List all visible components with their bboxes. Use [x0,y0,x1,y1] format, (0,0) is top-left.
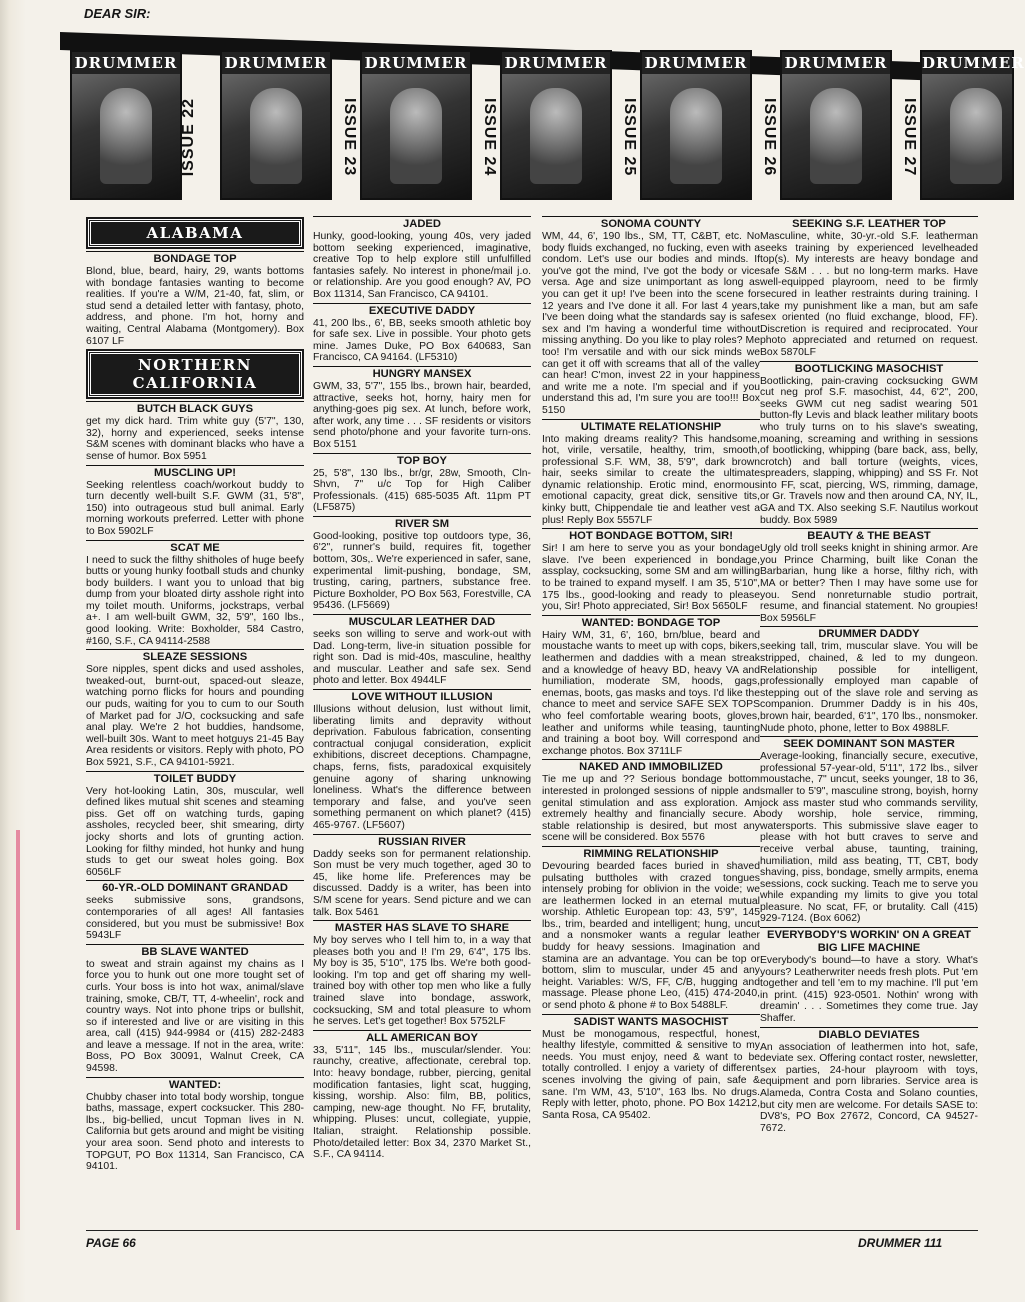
personal-ad [86,465,304,538]
ad-title: SADIST WANTS MASOCHIST [542,1014,760,1029]
ad-title: SCAT ME [86,540,304,555]
personal-ad [313,920,531,1028]
personal-ad [313,614,531,687]
personal-ad [542,419,760,527]
ad-title: SEEK DOMINANT SON MASTER [760,736,978,751]
issue-label: ISSUE 25 [621,98,638,177]
ad-body: Everybody's bound—to have a story. What's yours? Leatherwriter needs fresh plots. Put 'em together and tell 'em to my machine. I'll put 'em in print. (415) 923-0501. Nothin' wrong with dreamin' . . . Sometimes they come true. Jay Shaffer. [760,955,978,1025]
personal-ad [86,880,304,941]
ad-title: SONOMA COUNTY [542,216,760,231]
ad-body: Daddy seeks son for permanent relationship. Son must be very much together, aged 30 to 45, like home life. Preferences may be discussed. Daddy is a writer, has been into S/M scene for years. Send picture and we can talk. Box 5461 [313,848,531,918]
personal-ad [86,401,304,462]
cover-masthead: DRUMMER [362,52,470,74]
ad-title: ALL AMERICAN BOY [313,1030,531,1045]
issue-label: ISSUE 23 [341,98,358,177]
personal-ad [542,1014,760,1122]
ad-title: HUNGRY MANSEX [313,366,531,381]
cover-photo [670,88,722,184]
personal-ad [542,216,760,417]
page-number: PAGE 66 [86,1236,136,1250]
section-heading: DEAR SIR: [84,6,151,21]
ad-title: TOILET BUDDY [86,771,304,786]
ad-title: DIABLO DEVIATES [760,1027,978,1042]
personal-ad [542,528,760,613]
personal-ad [86,649,304,768]
cover-photo [530,88,582,184]
personal-ad [313,303,531,364]
cover-masthead: DRUMMER [72,52,180,74]
personal-ad [760,528,978,624]
personal-ad [86,540,304,648]
ad-title: LOVE WITHOUT ILLUSION [313,689,531,704]
ad-body: Masculine, white, 30-yr.-old S.F. leatherman seeks training by experienced levelheaded top(s). My interests are heavy bondage and safe S&M . . . but no long-term marks. Have well-equipped playroom, need to be firmly secured in leather restraints during training. I take my punishment like a man, but am safe sex oriented (no fluid exchange, blood, FF). Discretion is required and reciprocated. Your photo appreciated and returned on request. Box 5870LF [760,231,978,358]
cover-photo [390,88,442,184]
cover-masthead: DRUMMER [222,52,330,74]
region-heading-alabama: ALABAMA [88,219,302,247]
ad-body: Must be monogamous, respectful, honest, healthy lifestyle, committed & sensitive to my needs. You must enjoy, need & want to be totally controlled. I enjoy a variety of different scenes involving the giving of pain, safe & sane. I'm WM, 43, 5'10", 163 lbs. No drugs. Reply with letter, photo, phone. PO Box 14212, Santa Rosa, CA 95402. [542,1028,760,1121]
ad-body: 25, 5'8", 130 lbs., br/gr, 28w, Smooth, Cln-Shvn, 7" u/c Top for High Caliber Professionals. (415) 685-5035 Aft. 11pm PT (LF5875) [313,467,531,514]
column-3 [542,215,760,1123]
ad-title: BUTCH BLACK GUYS [86,401,304,416]
magazine-cover [780,50,892,200]
issue-label: ISSUE 26 [761,98,778,177]
ad-title: TOP BOY [313,453,531,468]
footer-rule [86,1230,978,1231]
ad-title: BEAUTY & THE BEAST [760,528,978,543]
ad-body: An association of leathermen into hot, safe, deviate sex. Offering contact roster, newsletter, sex parties, 24-hour playroom with toys, equipment and porn libraries. Service area is Alameda, Contra Costa and Solano counties, but city men are welcome. For details SASE to: DV8's, PO Box 27672, Concord, CA 94527-7672. [760,1041,978,1134]
ad-title: NAKED AND IMMOBILIZED [542,759,760,774]
ad-title: EXECUTIVE DADDY [313,303,531,318]
ad-body: Chubby chaser into total body worship, tongue baths, massage, expert cocksucker. This 280-lbs., big-bellied, uncut Topman lives in N. California but gets around and might be visiting your area soon. Send photo and interests to TOPGUT, PO Box 11314, San Francisco, CA 94101. [86,1091,304,1173]
personal-ad [313,834,531,919]
ad-body: 41, 200 lbs., 6', BB, seeks smooth athletic boy for safe sex. Live in possible. Your photo gets mine. James Duke, PO Box 640683, San Francisco, CA 94164. (LF5310) [313,317,531,364]
ad-title: DRUMMER DADDY [760,626,978,641]
cover-photo [250,88,302,184]
ad-body: Devouring bearded faces buried in shaved pulsating buttholes with crazed tongues intensely probing for oblivion in the voide; we are leathermen locked in an eternal mutual worship. Athletic European top: 43, 5'9", 145 lbs., trim, bearded and intelligent; hung, uncut and a nonsmoker wants a regular leather buddy for heavy sessions. Imagination and stamina are an advantage. You can be top or bottom, slim to muscular, under 45 and any height. Variables: W/S, FF, C/B, hugging and massage. Please phone Leo, (415) 474-2040, or send photo & phone # to Box 5488LF. [542,860,760,1012]
ad-title: EVERYBODY'S WORKIN' ON A GREAT BIG LIFE MACHINE [760,927,978,955]
page-edge-stripe [16,830,20,1230]
ad-title: BONDAGE TOP [86,251,304,266]
cover-photo [810,88,862,184]
personal-ad [86,1077,304,1173]
personal-ad [313,453,531,514]
magazine-cover [360,50,472,200]
column-1 [86,215,304,1175]
personal-ad [760,361,978,527]
ad-body: seeks son willing to serve and work-out with Dad. Long-term, live-in situation possible for right son. Dad is mid-40s, masculine, healthy and muscular. Leather and safe sex. Send photo and letter. Box 4944LF [313,629,531,687]
ad-title: RUSSIAN RIVER [313,834,531,849]
personal-ad [760,927,978,1025]
personal-ad [760,626,978,734]
ad-title: RIMMING RELATIONSHIP [542,846,760,861]
ad-title: JADED [313,216,531,231]
personal-ad [313,516,531,612]
personal-ad [760,1027,978,1135]
ad-body: Sore nipples, spent dicks and used assholes, tweaked-out, burnt-out, spaced-out sleaze, watching porno flicks for hours and pounding our puds, waiting for you to cum to our South of Market pad for J/O, cocksucking and safe anal play. We're 2 hot buddies, handsome, well-built 30s. Want to meet hotguys 21-45 Bay Area residents or visitors. Reply with photo, PO Box 5921, S.F., CA 94101-5921. [86,664,304,768]
personal-ad [542,615,760,758]
issue-footer: DRUMMER 111 [858,1236,943,1250]
magazine-cover [500,50,612,200]
ad-title: MUSCLING UP! [86,465,304,480]
ad-body: Good-looking, positive top outdoors type, 36, 6'2", runner's build, requires fit, together bottom, 30s,. We're experienced in safer, sane, experimental limit-pushing, bondage, SM, trusting, caring, partners, substance free. Picture Boxholder, PO Box 563, Forestville, CA 95436. (LF5669) [313,530,531,612]
personal-ad [86,771,304,879]
ad-title: HOT BONDAGE BOTTOM, SIR! [542,528,760,543]
cover-masthead: DRUMMER [922,54,1025,72]
issue-label: ISSUE 22 [180,98,197,177]
ad-body: seeking tall, trim, muscular slave. You will be stripped, chained, & led to my dungeon. Relationship possible for intelligent, professionally employed man capable of stepping out of the slave role and serving as companion. Drummer Daddy is in his 40s, brown hair, bearded, 6'1", 170 lbs., nonsmoker. Nude photo, phone, letter to Box 4988LF. [760,641,978,734]
magazine-cover [640,50,752,200]
ad-body: seeks submissive sons, grandsons, contemporaries of all ages! All fantasies considered, but you must be submissive! Box 5943LF [86,895,304,942]
cover-photo [100,88,152,184]
cover-photo [950,88,1002,184]
cover-banner [60,28,1025,208]
ad-body: Sir! I am here to serve you as your bondage slave. I've been experienced in bondage, assplay, cocksucking, some SM and am willing to be trained to expand myself. I am 35, 5'10", 175 lbs., good-looking and ready to please you, Sir! Photo appreciated, Sir! Box 5650LF [542,543,760,613]
ad-title: 60-YR.-OLD DOMINANT GRANDAD [86,880,304,895]
issue-label: ISSUE 27 [901,98,918,177]
ad-body: Illusions without delusion, lust without limit, liberating limits and depravity without deprivation. Fabulous fabrication, consenting contractual conjugal consideration, explicit exhibitions, discreet deceptions. Champagne, chaps, ferns, fists, paradoxical exquisitely genuine agony of sharing unknowing loneliness. What's the difference between temporary and false, and you've seen something permanent on which planet? (415) 465-9767. (LF5607) [313,704,531,831]
column-4 [760,215,978,1136]
ad-body: I need to suck the filthy shitholes of huge beefy butts or young hunky football studs and chunky body builders. I want you to unload that big dump from your bloated dirty asshole right into my toilet mouth. Uniforms, jockstraps, verbal a+. I am well-built GWM, 32, 5'9", 160 lbs., good looking. Write: Boxholder, 584 Castro, #160, S.F., CA 94114-2588 [86,554,304,647]
cover-masthead: DRUMMER [502,52,610,74]
ad-body: WM, 44, 6', 190 lbs., SM, TT, C&BT, etc. No body fluids exchanged, no fucking, even with a condom. Let's use our bodies and minds. If you've got the mind, I've got the body or vice versa. Age and size unimportant as long as you can get it up! I've been into the scene for 12 years and I've done it all. For last 4 years, I've been doing what the standards say is safe sex and I'm having a wonderful time without missing anything. Do you like to play roles? Me too! I'm versatile and with our sick minds we can get it off with screams that all of the valley can hear! C'mon, invest 22 in your happiness and write me a note. I'm special and if you understand this ad, I'm sure you are too!!! Box 5150 [542,231,760,416]
personal-ad [86,251,304,347]
ad-body: Bootlicking, pain-craving cocksucking GWM cut neg prof S.F. masochist, 44, 6'2", 200, seeks GWM cut neg sadist wearing 501 button-fly Levis and black leather military boots who truly turns on to his slave's sweating, moaning, screaming and writhing in sessions of bootlicking, whipping (bare back, ass, belly, crotch) and ball torture (weights, vices, spreaders, slapping, whipping) and SS Fr. Not into FF, scat, piercing, WS, rimming, damage, or Gr. Travels now and then around CA, NY, IL, GA and TX. Also seeking S.F. Nautilus workout buddy. Box 5989 [760,375,978,526]
ad-body: Hairy WM, 31, 6', 160, brn/blue, beard and moustache wants to meet up with cops, bikers, leathermen and daddies with a mean streak and a knowledge of heavy BD, heavy VA and humiliation, moderate SM, hoods, gags, enemas, boots, gas masks and toys. I'd like the chance to meet and service SAFE SEX TOPS who feel comfortable wearing boots, gloves, leather and uniforms while teasing, taunting and training a boot boy. Will correspond and exchange photos. Box 3711LF [542,629,760,757]
cover-masthead: DRUMMER [782,52,890,74]
ad-body: Hunky, good-looking, young 40s, very jaded bottom seeking experienced, imaginative, creative Top to help explore still unfulfilled fantasies safely. No interest in phone/mail j.o. or relationship. Are you good enough? AV, PO Box 11314, San Francisco, CA 94101. [313,231,531,300]
magazine-cover [220,50,332,200]
ad-body: Seeking relentless coach/workout buddy to turn decently well-built S.F. GWM (31, 5'8", 150) into outrageous stud bull animal. Early morning workouts preferred. Letter with phone to Box 5902LF [86,479,304,537]
ad-body: 33, 5'11", 145 lbs., muscular/slender. You: raunchy, creative, affectionate, cerebral top. Into: heavy bondage, rubber, piercing, genital modification fantasies, light scat, hugging, kissing, worship. Also: film, BB, politics, camping, new-age thought. No FF, brutality, whipping. Pluses: uncut, collegiate, yuppie, Italian, straight. Relationship possible. Photo/detailed letter: Box 34, 2370 Market St., S.F., CA 94114. [313,1044,531,1161]
magazine-cover [70,50,182,200]
cover-masthead: DRUMMER [642,52,750,74]
personal-ad [542,759,760,844]
ad-title: MUSCULAR LEATHER DAD [313,614,531,629]
personal-ad [313,366,531,451]
issue-label: ISSUE 24 [481,98,498,177]
page-binding-edge [0,0,26,1302]
ad-body: Very hot-looking Latin, 30s, muscular, well defined likes mutual shit scenes and steaming piss. Get off on watching turds, gaping assholes, recycled beer, shit smearing, dirty jocky shorts and lots of grunting action. Looking for filthy minded, hot hunky and hung studs to get our sweat holes going. Box 6056LF [86,785,304,878]
region-heading-northern-california: NORTHERN CALIFORNIA [88,351,302,397]
ad-title: BOOTLICKING MASOCHIST [760,361,978,376]
personal-ad [313,1030,531,1161]
ad-title: MASTER HAS SLAVE TO SHARE [313,920,531,935]
ad-body: get my dick hard. Trim white guy (5'7", 130, 32), horny and experienced, seeks intense S&M scenes with dominant blacks who have a sense of humor. Box 5951 [86,416,304,462]
personal-ad [313,216,531,301]
ad-body: Tie me up and ?? Serious bondage bottom interested in prolonged sessions of nipple and genital stimulation and ass exploration. Am extremely healthy and financially secure. A stable relationship is desired, but most any scene will be considered. Box 5576 [542,774,760,844]
ad-title: SLEAZE SESSIONS [86,649,304,664]
column-2 [313,215,531,1163]
ad-body: Blond, blue, beard, hairy, 29, wants bottoms with bondage fantasies wanting to become realities. If you're a W/M, 21-40, fat, slim, or stud send a detailed letter with fantasy, photo, address, and phone. I'm hot, horny and waiting, Central Alabama (Montgomery). Box 6107 LF [86,266,304,347]
ad-title: WANTED: [86,1077,304,1092]
ad-body: Into making dreams reality? This handsome, hot, virile, versatile, healthy, trim, smooth, professional S.F. WM, 38, 5'9", dark brown hair, seeks similar to create the ultimate dynamic relationship. Erotic mind, enormous emotional capacity, great dick, sensitive tits, kinky butt, Chippendale tie and leather vest a plus! Reply Box 5557LF [542,433,760,526]
personal-ad [86,944,304,1075]
ad-body: Average-looking, financially secure, executive, professional 57-year-old, 5'11", 172 lbs., silver moustache, 7" uncut, seeks younger, 18 to 36, smaller to 5'9", masculine strong, boyish, horny jock ass master stud who commands servility, body worship, hole service, rimming, watersports. This submissive slave eager to please with hot butt craves to serve and receive verbal abuse, taunting, training, humiliation, mild ass beating, TT, CBT, body shaving, piss, bondage, smelly armpits, enema sessions, cock sucking. Teach me to serve you while expanding my limits to give you total pleasure. No scat, FF, or brutality. Call (415) 929-7124. (Box 6062) [760,751,978,925]
magazine-cover [920,50,1025,200]
personal-ad [313,689,531,832]
personal-ad [542,846,760,1012]
ad-body: GWM, 33, 5'7", 155 lbs., brown hair, bearded, attractive, seeks hot, horny, hairy men for anything-goes pig sex. At lunch, before work, after work, any time . . . SF residents or visitors send photo/phone and your favorite turn-ons. Box 5151 [313,380,531,450]
ad-body: Ugly old troll seeks knight in shining armor. Are you Prince Charming, built like Conan the Barbarian, hung like a horse, filthy rich, with MA or better? Then I may have some use for you. Send nonreturnable studio portrait, resume, and financial statement. No groupies! Box 5956LF [760,543,978,624]
ad-body: to sweat and strain against my chains as I force you to hunk out one more tought set of curls. Your boss is into hot wax, animal/slave training, smoke, CB/T, TT, 4-wheelin', rock and country ways. Not into phone trips or bullshit, so if interested and live or are visiting in this area, call (415) 944-9984 or (415) 282-2483 and leave a message. If not in the area, write: Boss, PO Box 30091, Walnut Creek, CA 94598. [86,958,304,1075]
ad-title: ULTIMATE RELATIONSHIP [542,419,760,434]
ad-title: BB SLAVE WANTED [86,944,304,959]
ad-title: RIVER SM [313,516,531,531]
ad-title: WANTED: BONDAGE TOP [542,615,760,630]
personal-ad [760,736,978,925]
ad-title: SEEKING S.F. LEATHER TOP [760,216,978,231]
personal-ad [760,216,978,359]
ad-body: My boy serves who I tell him to, in a way that pleases both you and I! I'm 29, 6'4", 175 lbs. My boy is 35, 5'10", 175 lbs. We're both good-looking. I'm top and get off sharing my well-trained boy with other top men who like a fully trained slave into bondage, asswork, cocksucking, SM and total pleasure to whom he serves. Let's get together! Box 5752LF [313,935,531,1028]
